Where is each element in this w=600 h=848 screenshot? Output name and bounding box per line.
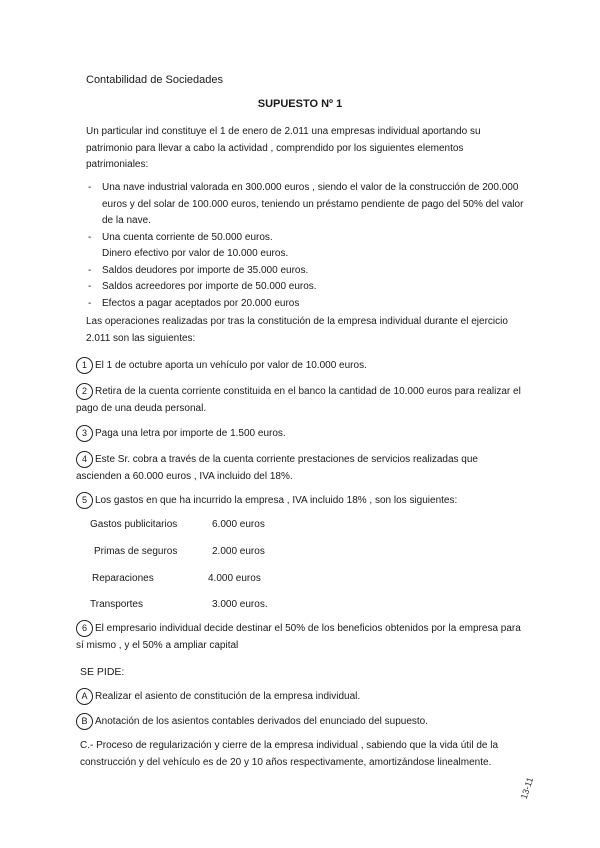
- operation-4: 4 Este Sr. cobra a través de la cuenta corriente prestaciones de servicios realizadas que ascienden a 60.000 euros , IVA incluido del 18%.: [76, 451, 524, 485]
- list-item: - Saldos deudores por importe de 35.000 euros.: [88, 264, 309, 276]
- expense-value: 2.000 euros: [212, 546, 265, 557]
- task-b: B Anotación de los asientos contables derivados del enunciado del supuesto.: [76, 713, 524, 731]
- operation-2: 2 Retira de la cuenta corriente constituida en el banco la cantidad de 10.000 euros para realizar el pago de una deuda personal.: [76, 383, 524, 417]
- circled-letter: A: [76, 688, 93, 705]
- circled-number: 3: [76, 425, 93, 442]
- expense-value: 4.000 euros: [208, 573, 261, 584]
- circled-letter: B: [76, 713, 93, 730]
- expense-value: 3.000 euros.: [212, 599, 268, 610]
- elements-list: [86, 180, 526, 312]
- circled-number: 2: [76, 383, 93, 400]
- expense-name: Gastos publicitarios: [90, 519, 178, 530]
- circled-number: 6: [76, 620, 93, 637]
- operation-6: 6 El empresario individual decide destinar el 50% de los beneficios obtenidos por la empresa para sí mismo , y el 50% a ampliar capital: [76, 620, 524, 654]
- operations-intro: Las operaciones realizadas por tras la constitución de la empresa individual durante el ejercicio 2.011 son las siguientes:: [86, 316, 508, 344]
- document-header: Contabilidad de Sociedades: [86, 74, 223, 86]
- operation-5: 5 Los gastos en que ha incurrido la empresa , IVA incluido 18% , son los siguientes:: [76, 492, 524, 510]
- list-item: - Una nave industrial valorada en 300.000 euros , siendo el valor de la construcción de 200.000 euros y del solar de 100.000 euros, teniendo un préstamo pendiente de pago del 50% del valor de la nave.: [88, 182, 524, 226]
- circled-number: 1: [76, 357, 93, 374]
- expense-name: Transportes: [90, 599, 143, 610]
- se-pide-heading: SE PIDE:: [80, 666, 125, 678]
- expense-value: 6.000 euros: [212, 519, 265, 530]
- list-item: Dinero efectivo por valor de 10.000 euros.: [102, 248, 289, 259]
- circled-number: 5: [76, 492, 93, 509]
- expense-name: Reparaciones: [92, 573, 154, 584]
- operation-1: 1 El 1 de octubre aporta un vehículo por valor de 10.000 euros.: [76, 357, 524, 375]
- list-item: - Saldos acreedores por importe de 50.000 euros.: [88, 281, 317, 292]
- task-c: C.- Proceso de regularización y cierre de la empresa individual , sabiendo que la vida útil de la construcción y del vehículo es de 20 y 10 años respectivamente, amortizándose linealmente.: [80, 740, 499, 768]
- page-stamp: 13-11: [518, 775, 535, 801]
- expense-name: Primas de seguros: [94, 546, 178, 557]
- operation-3: 3 Paga una letra por importe de 1.500 euros.: [76, 425, 524, 443]
- circled-number: 4: [76, 451, 93, 468]
- intro-paragraph: Un particular ind constituye el 1 de enero de 2.011 una empresas individual aportando su patrimonio para llevar a cabo la actividad , comprendido por los siguientes elementos patrimoniales:: [86, 126, 481, 170]
- list-item: - Efectos a pagar aceptados por 20.000 euros: [88, 297, 300, 309]
- task-a: A Realizar el asiento de constitución de la empresa individual.: [76, 688, 524, 706]
- page-title: SUPUESTO Nº 1: [257, 98, 343, 110]
- list-item: - Una cuenta corriente de 50.000 euros.: [88, 231, 273, 243]
